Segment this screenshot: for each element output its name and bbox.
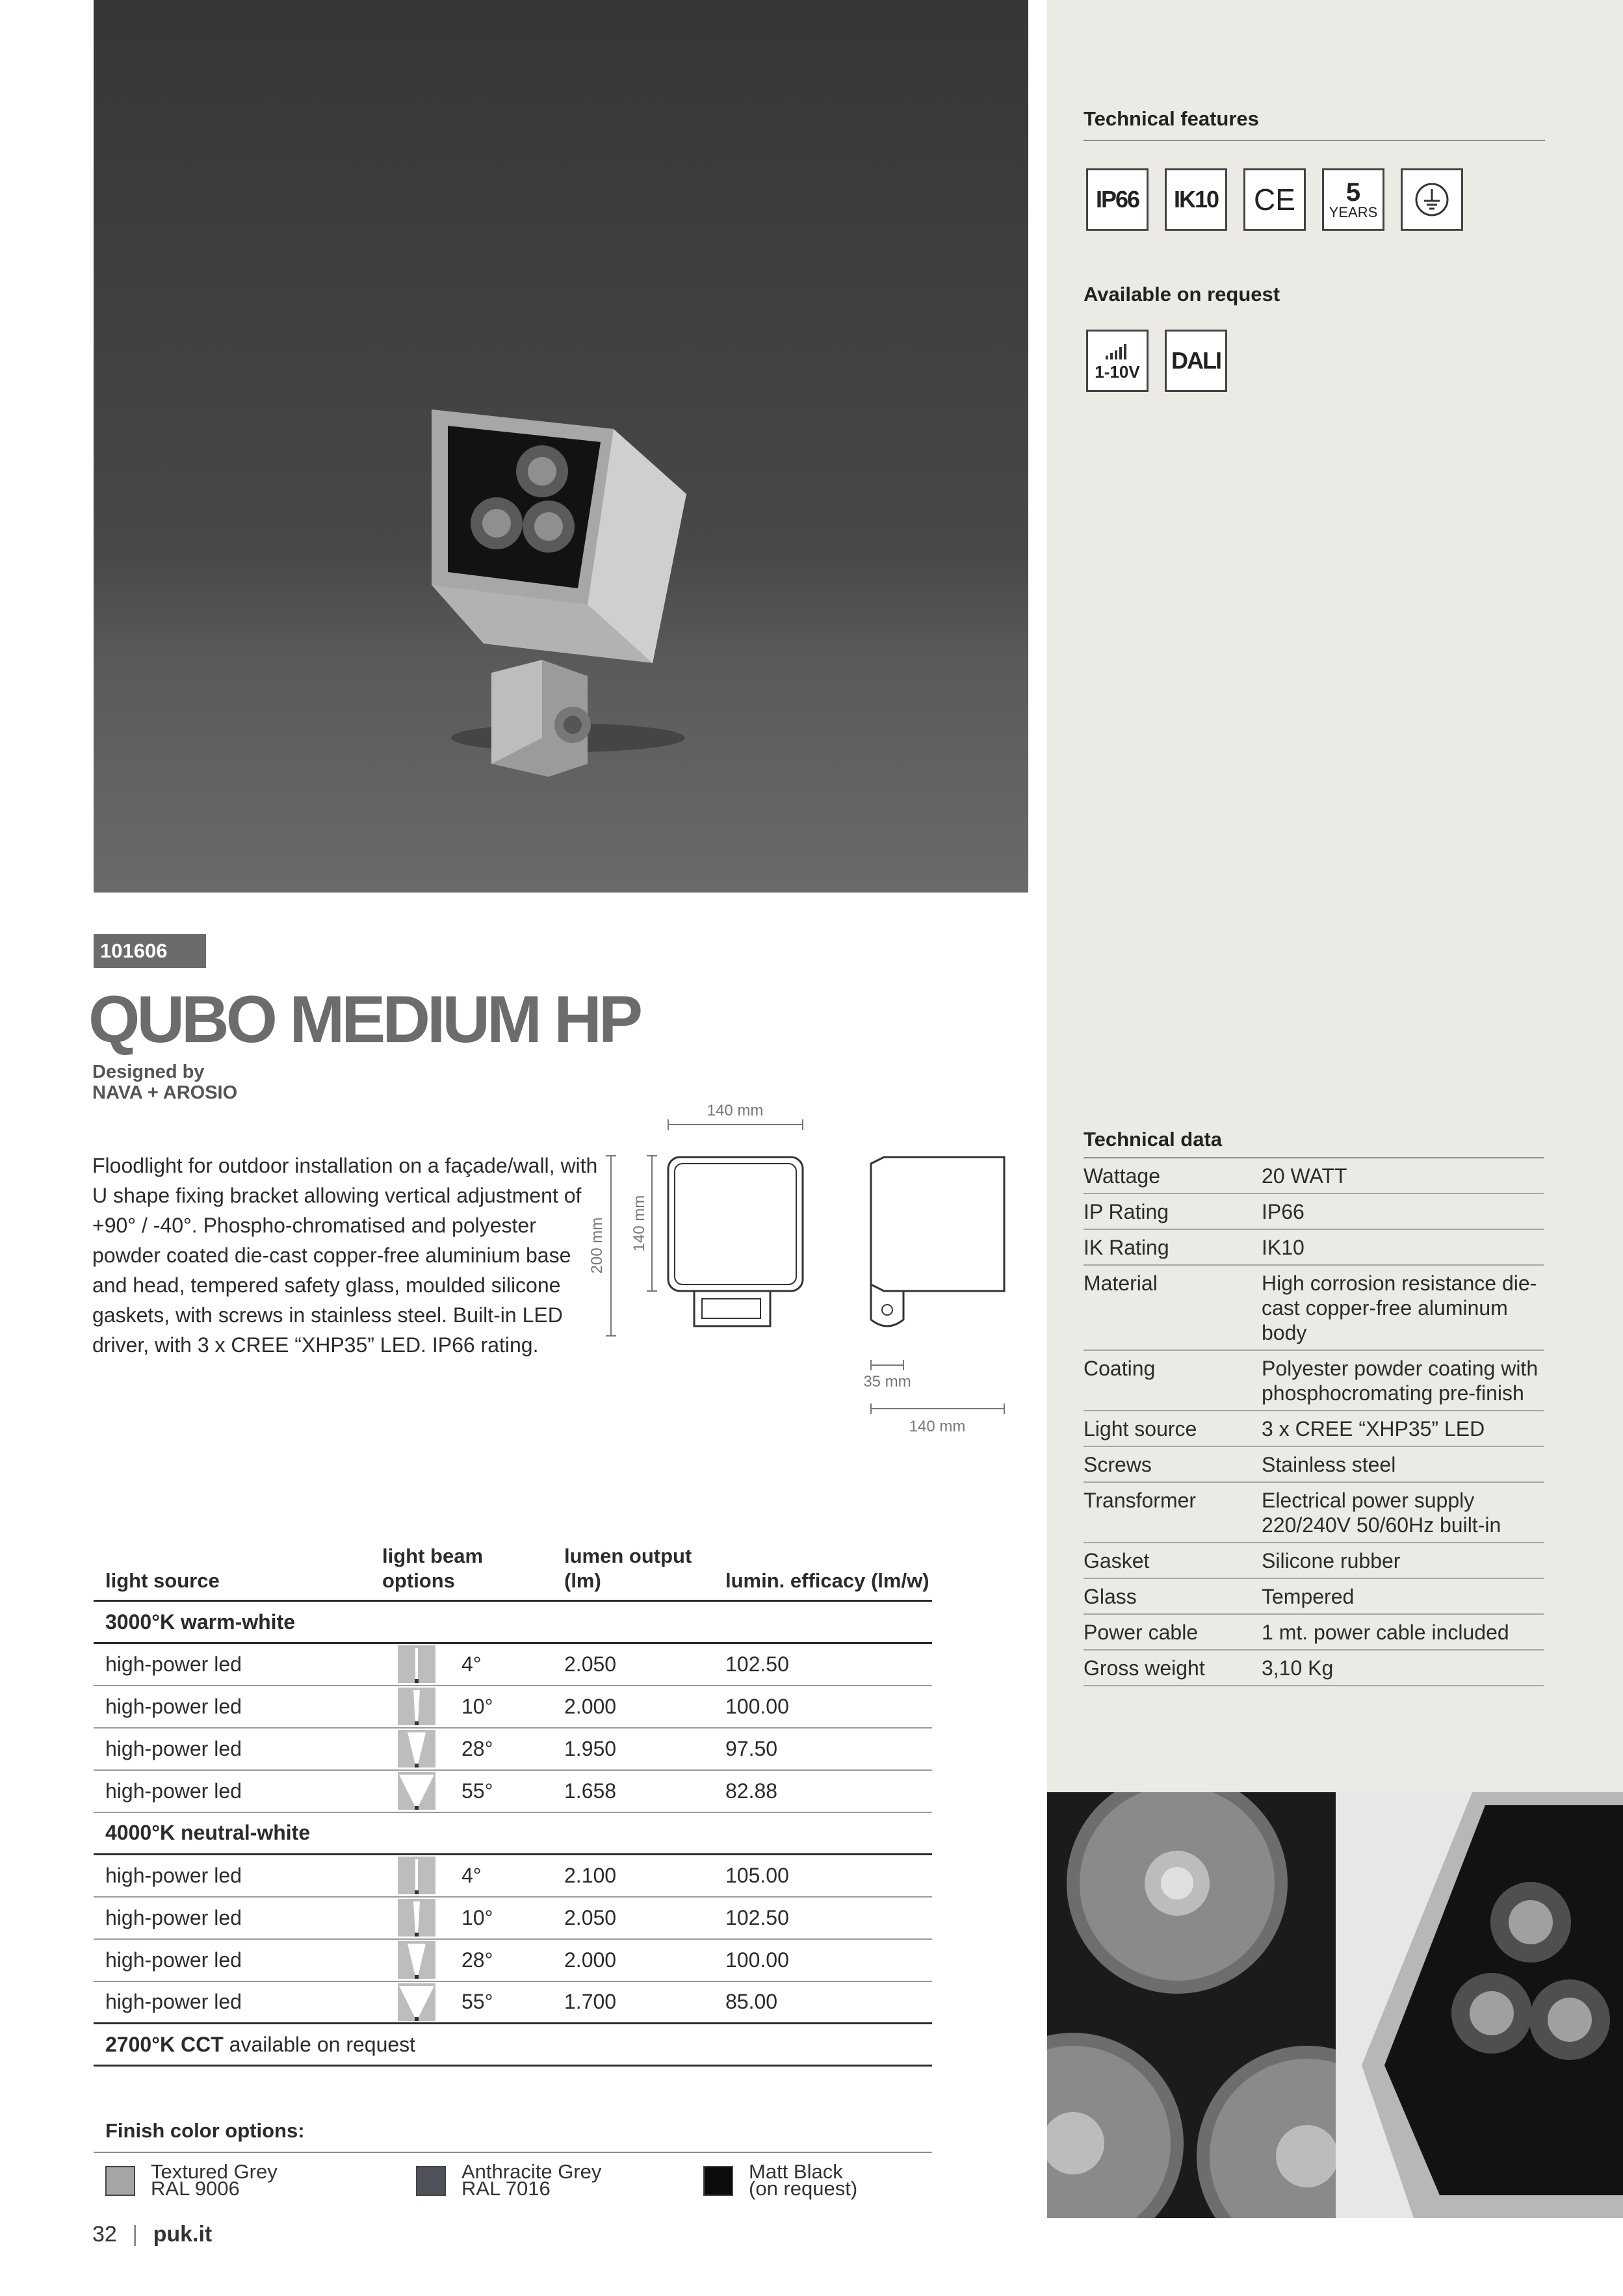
finish-title: Finish color options: bbox=[105, 2119, 305, 2142]
available-on-request-title: Available on request bbox=[1084, 283, 1280, 306]
ip66-badge-icon: IP66 bbox=[1086, 168, 1149, 231]
beam-55-icon bbox=[398, 1983, 435, 2021]
tech-row-gasket: Gasket Silicone rubber bbox=[1084, 1543, 1544, 1578]
dali-icon: DALI bbox=[1165, 330, 1227, 392]
table-row: high-power led 4° 2.050 102.50 bbox=[94, 1643, 932, 1686]
technical-features-title: Technical features bbox=[1084, 107, 1259, 130]
cct-note-row bbox=[94, 2024, 932, 2066]
dim-total-height-label: 200 mm bbox=[588, 1217, 606, 1274]
product-description: Floodlight for outdoor installation on a façade/wall, with U shape fixing bracket allowing vertical adjustment of +90° / -40°. Phospho-chromatised and polyester powder coated die-cast copper-free aluminium base and head, tempered safety glass, moulded silicone gaskets, with screws in stainless steel. Built-in LED driver, with 3 x CREE “XHP35” LED. IP66 rating. bbox=[92, 1154, 598, 1357]
page-footer bbox=[92, 2222, 212, 2247]
group-row-3000k: 3000°K warm-white bbox=[94, 1601, 932, 1643]
head-detail-photo bbox=[1336, 1792, 1623, 2218]
table-row: high-power led 28° 2.000 100.00 bbox=[94, 1939, 932, 1981]
tech-row-wattage: Wattage 20 WATT bbox=[1084, 1158, 1544, 1194]
finish-rule bbox=[94, 2152, 932, 2153]
hero-product-photo bbox=[94, 0, 1028, 893]
finish-option-textured-grey: Textured Grey RAL 9006 bbox=[105, 2163, 278, 2197]
light-source-header-row: light source light beam options lumen output (lm) lumin. efficacy (lm/w) bbox=[94, 1544, 932, 1601]
finish-option-anthracite-grey: Anthracite Grey RAL 7016 bbox=[416, 2163, 601, 2197]
tech-row-ik-rating: IK Rating IK10 bbox=[1084, 1229, 1544, 1265]
swatch-textured-grey bbox=[105, 2166, 135, 2196]
technical-data-title: Technical data bbox=[1084, 1128, 1223, 1151]
dim-side-depth-label: 140 mm bbox=[909, 1418, 966, 1435]
product-code-tag: 101606 bbox=[94, 934, 206, 968]
beam-4-icon bbox=[398, 1857, 435, 1894]
dim-bracket-depth-label: 35 mm bbox=[863, 1373, 911, 1390]
beam-4-icon bbox=[398, 1645, 435, 1683]
table-row: high-power led 55° 1.700 85.00 bbox=[94, 1981, 932, 2024]
dim-top-width-label: 140 mm bbox=[707, 1102, 764, 1119]
table-row: high-power led 55° 1.658 82.88 bbox=[94, 1770, 932, 1812]
swatch-anthracite-grey bbox=[416, 2166, 446, 2196]
floodlight-photo-illustration bbox=[94, 0, 1028, 893]
beam-10-icon bbox=[398, 1688, 435, 1725]
tech-row-power-cable: Power cable 1 mt. power cable included bbox=[1084, 1614, 1544, 1650]
beam-55-icon bbox=[398, 1772, 435, 1810]
tech-row-screws: Screws Stainless steel bbox=[1084, 1446, 1544, 1482]
designed-by-label: Designed by bbox=[92, 1062, 205, 1082]
beam-28-icon bbox=[398, 1730, 435, 1768]
technical-data-table bbox=[1084, 1157, 1544, 1686]
designer-name: NAVA + AROSIO bbox=[92, 1082, 238, 1103]
finish-option-matt-black: Matt Black (on request) bbox=[703, 2163, 857, 2197]
table-row: high-power led 4° 2.100 105.00 bbox=[94, 1855, 932, 1897]
five-years-warranty-icon: 5 YEARS bbox=[1322, 168, 1384, 231]
product-title: QUBO MEDIUM HP bbox=[88, 982, 640, 1056]
designer-block bbox=[92, 1062, 237, 1103]
group-row-4000k: 4000°K neutral-white bbox=[94, 1812, 932, 1855]
tech-row-light-source: Light source 3 x CREE “XHP35” LED bbox=[1084, 1411, 1544, 1446]
table-row: high-power led 28° 1.950 97.50 bbox=[94, 1728, 932, 1770]
technical-features-rule bbox=[1084, 140, 1545, 141]
ce-mark-icon: CE bbox=[1243, 168, 1306, 231]
footer-site[interactable]: puk.it bbox=[153, 2222, 213, 2247]
tech-row-material: Material High corrosion resistance die-cast copper-free aluminum body bbox=[1084, 1265, 1544, 1350]
light-source-table bbox=[94, 1544, 932, 2067]
ground-symbol-icon bbox=[1401, 168, 1463, 231]
beam-10-icon bbox=[398, 1899, 435, 1937]
dimming-1-10v-icon: 1-10V bbox=[1086, 330, 1149, 392]
tech-row-ip-rating: IP Rating IP66 bbox=[1084, 1194, 1544, 1229]
available-on-request-badges bbox=[1086, 330, 1227, 392]
table-row: high-power led 10° 2.000 100.00 bbox=[94, 1686, 932, 1728]
cct-note-text: available on request bbox=[223, 2032, 416, 2056]
lens-detail-photo bbox=[1047, 1792, 1336, 2218]
tech-row-coating: Coating Polyester powder coating with phosphocromating pre-finish bbox=[1084, 1350, 1544, 1411]
tech-row-gross-weight: Gross weight 3,10 Kg bbox=[1084, 1650, 1544, 1686]
tech-row-transformer: Transformer Electrical power supply 220/240V 50/60Hz built-in bbox=[1084, 1482, 1544, 1543]
table-row: high-power led 10° 2.050 102.50 bbox=[94, 1897, 932, 1939]
page-number: 32 bbox=[92, 2222, 117, 2247]
dim-head-height-label: 140 mm bbox=[630, 1195, 648, 1252]
tech-row-glass: Glass Tempered bbox=[1084, 1578, 1544, 1614]
beam-28-icon bbox=[398, 1941, 435, 1979]
dimension-drawing bbox=[578, 1092, 1020, 1443]
swatch-matt-black bbox=[703, 2166, 733, 2196]
ik10-badge-icon: IK10 bbox=[1165, 168, 1227, 231]
footer-separator: | bbox=[132, 2222, 138, 2247]
cct-note-bold: 2700°K CCT bbox=[105, 2032, 224, 2056]
technical-features-badges bbox=[1086, 168, 1463, 231]
